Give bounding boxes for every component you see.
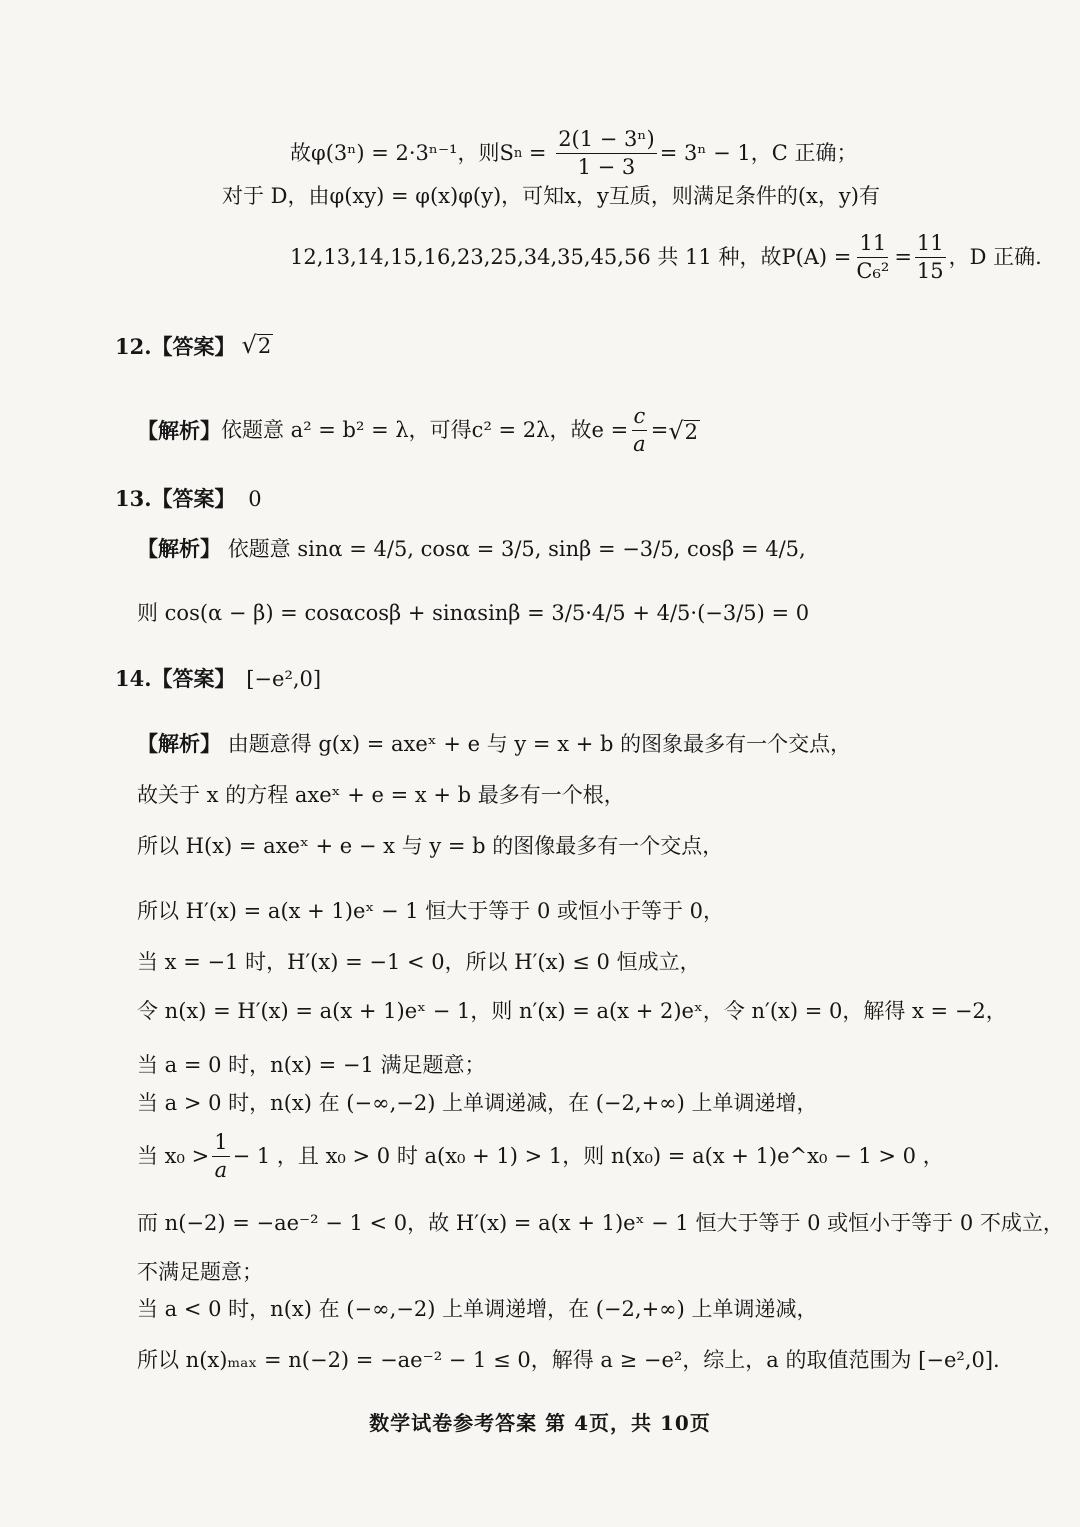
denominator: 15	[916, 259, 944, 284]
text: 依题意 a² = b² = λ，可得c² = 2λ，故e =	[221, 418, 629, 443]
q14-line4: 所以 H′(x) = a(x + 1)eˣ − 1 恒大于等于 0 或恒小于等于 0，	[137, 899, 725, 923]
q14-line9	[137, 1131, 944, 1182]
radicand: 2	[257, 334, 272, 358]
text: ，D 正确.	[948, 245, 1042, 270]
q13-explanation	[137, 538, 806, 560]
q14-answer-line	[115, 668, 321, 690]
text: 故φ(3ⁿ) = 2·3ⁿ⁻¹，则S	[290, 141, 514, 166]
q14-line5: 当 x = −1 时，H′(x) = −1 < 0，所以 H′(x) ≤ 0 恒成立，	[137, 950, 701, 974]
q14-line8: 当 a > 0 时，n(x) 在 (−∞,−2) 上单调递减，在 (−2,+∞) 上单调递增，	[137, 1091, 818, 1115]
q14-line13: 所以 n(x)ₘₐₓ = n(−2) = −ae⁻² − 1 ≤ 0，解得 a ≥ −e²，综上，a 的取值范围为 [−e²,0].	[137, 1348, 1000, 1372]
q12-explanation	[137, 405, 700, 456]
text: − 1 ，且 x₀ > 0 时 a(x₀ + 1) > 1，则 n(x₀) = a(x + 1)e^x₀ − 1 > 0 ，	[232, 1144, 944, 1169]
numerator: 11	[915, 232, 946, 258]
numerator: 11	[857, 232, 888, 258]
numerator: 1	[212, 1131, 229, 1157]
line-c-conclusion	[290, 128, 857, 179]
q14-line7: 当 a = 0 时，n(x) = −1 满足题意；	[137, 1053, 486, 1077]
q14-answer: [−e²,0]	[246, 667, 322, 691]
expl-label: 【解析】	[137, 536, 221, 561]
q14-label: 14.【答案】	[115, 666, 236, 691]
q14-line11: 不满足题意；	[137, 1260, 263, 1284]
text: = 3ⁿ − 1，C 正确；	[659, 141, 858, 166]
line-d-1: 对于 D，由φ(xy) = φ(x)φ(y)，可知x，y互质，则满足条件的(x，y)有	[222, 184, 880, 208]
q14-line10: 而 n(−2) = −ae⁻² − 1 < 0，故 H′(x) = a(x + 1)eˣ − 1 恒大于等于 0 或恒小于等于 0 不成立，	[137, 1211, 1064, 1235]
q12-label: 12.【答案】	[115, 334, 236, 359]
denominator: C₆²	[856, 259, 890, 284]
q12-answer-line	[115, 333, 273, 357]
fraction	[631, 405, 648, 456]
radicand: 2	[684, 419, 698, 444]
q14-line12: 当 a < 0 时，n(x) 在 (−∞,−2) 上单调递增，在 (−2,+∞) 上单调递减，	[137, 1297, 818, 1321]
q14-line3: 所以 H(x) = axeˣ + e − x 与 y = b 的图像最多有一个交点，	[137, 834, 724, 858]
text: 由题意得 g(x) = axeˣ + e 与 y = x + b 的图象最多有一个交点，	[227, 732, 852, 756]
equals-sign: =	[894, 245, 912, 270]
numerator: 2(1 − 3ⁿ)	[556, 128, 657, 154]
q14-line2: 故关于 x 的方程 axeˣ + e = x + b 最多有一个根，	[137, 783, 625, 807]
text: 当 x₀ >	[137, 1144, 210, 1169]
q14-explanation	[137, 733, 851, 755]
line-d-2	[290, 232, 1042, 283]
fraction	[915, 232, 946, 283]
expl-label: 【解析】	[137, 731, 221, 756]
fraction	[556, 128, 657, 179]
subscript: n	[513, 146, 523, 162]
q13-answer: 0	[248, 487, 262, 511]
fraction	[212, 1131, 229, 1182]
q13-answer-line	[115, 488, 262, 510]
fraction	[854, 232, 891, 283]
sqrt-symbol	[242, 333, 274, 357]
text: 12,13,14,15,16,23,25,34,35,45,56 共 11 种，故P(A) =	[290, 245, 852, 270]
sqrt-symbol	[668, 416, 700, 445]
numerator: c	[632, 405, 648, 431]
denominator: a	[633, 432, 646, 457]
q13-label: 13.【答案】	[115, 486, 236, 511]
page-footer: 数学试卷参考答案 第 4页，共 10页	[369, 1411, 711, 1435]
radical-sign: √	[241, 331, 257, 359]
expl-label: 【解析】	[137, 418, 221, 444]
equals-sign: =	[522, 141, 554, 166]
denominator: 1 − 3	[577, 155, 636, 180]
q14-line6: 令 n(x) = H′(x) = a(x + 1)eˣ − 1，则 n′(x) = a(x + 2)eˣ，令 n′(x) = 0，解得 x = −2，	[137, 999, 1007, 1023]
equals-sign: =	[650, 418, 669, 443]
q13-line2: 则 cos(α − β) = cosαcosβ + sinαsinβ = 3/5·4/5 + 4/5·(−3/5) = 0	[137, 601, 810, 625]
denominator: a	[214, 1158, 228, 1183]
radical-sign: √	[668, 416, 684, 445]
text: 依题意 sinα = 4/5, cosα = 3/5, sinβ = −3/5, cosβ = 4/5,	[227, 537, 806, 561]
